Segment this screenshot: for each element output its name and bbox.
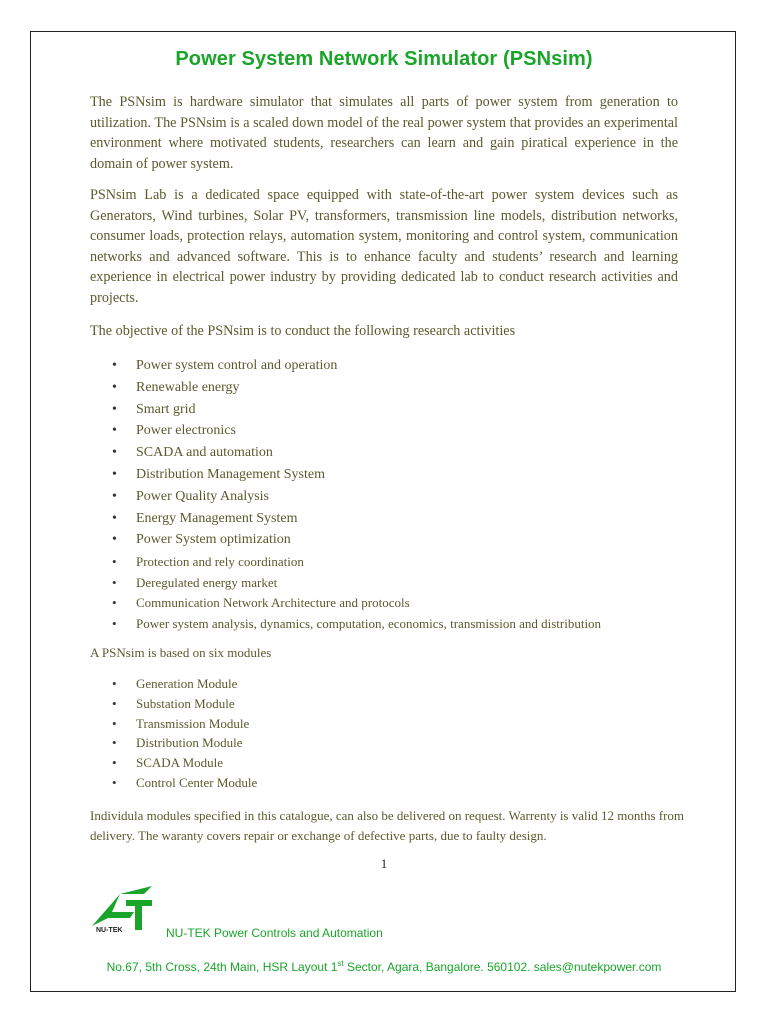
nutek-logo-icon bbox=[90, 886, 158, 934]
list-item: • Renewable energy bbox=[112, 378, 601, 400]
list-item: • Smart grid bbox=[112, 400, 601, 422]
lab-paragraph: PSNsim Lab is a dedicated space equipped with state-of-the-art power system devices such as Generators, Wind turbines, Solar PV, transformers, transmission line models, distribution networks, consumer loads, protection relays, automation system, monitoring and control system, communication networks and advanced software. This is to enhance faculty and students’ research and learning experience in electrical power industry by providing dedicated lab to conduct research activities and projects. bbox=[90, 187, 678, 306]
list-item: • Energy Management System bbox=[112, 509, 601, 531]
list-item: • Distribution Module bbox=[112, 734, 257, 754]
list-item: • Distribution Management System bbox=[112, 465, 601, 487]
list-item: • Power system analysis, dynamics, computation, economics, transmission and distribution bbox=[112, 614, 601, 635]
research-activities-list bbox=[112, 356, 601, 634]
list-item: • Power system control and operation bbox=[112, 356, 601, 378]
page-title: Power System Network Simulator (PSNsim) bbox=[175, 48, 593, 70]
list-item: • Control Center Module bbox=[112, 774, 257, 794]
objective-paragraph: The objective of the PSNsim is to conduct the following research activities bbox=[90, 323, 516, 339]
company-address: No.67, 5th Cross, 24th Main, HSR Layout 1st Sector, Agara, Bangalore. 560102. sales@nutekpower.com bbox=[106, 959, 662, 974]
modules-list bbox=[112, 675, 257, 794]
list-item: • Power electronics bbox=[112, 421, 601, 443]
list-item: • Substation Module bbox=[112, 695, 257, 715]
list-item: • SCADA and automation bbox=[112, 443, 601, 465]
list-item: • SCADA Module bbox=[112, 754, 257, 774]
warranty-paragraph: Individula modules specified in this catalogue, can also be delivered on request. Warrenty is valid 12 months from delivery. The waranty covers repair or exchange of defective parts, due to faulty design. bbox=[90, 808, 685, 843]
list-item: • Deregulated energy market bbox=[112, 573, 601, 594]
modules-intro-paragraph: A PSNsim is based on six modules bbox=[90, 645, 272, 660]
intro-paragraph: The PSNsim is hardware simulator that simulates all parts of power system from generation to utilization. The PSNsim is a scaled down model of the real power system that provides an experimental environment where motivated students, researchers can learn and gain piratical experience in the domain of power system. bbox=[90, 94, 678, 172]
logo-text: NU-TEK bbox=[96, 927, 123, 934]
list-item: • Generation Module bbox=[112, 675, 257, 695]
list-item: • Power Quality Analysis bbox=[112, 487, 601, 509]
page-number: 1 bbox=[380, 856, 388, 871]
list-item: • Protection and rely coordination bbox=[112, 552, 601, 573]
list-item: • Communication Network Architecture and protocols bbox=[112, 593, 601, 614]
list-item: • Transmission Module bbox=[112, 715, 257, 735]
list-item: • Power System optimization bbox=[112, 530, 601, 552]
company-name: NU-TEK Power Controls and Automation bbox=[166, 926, 383, 940]
